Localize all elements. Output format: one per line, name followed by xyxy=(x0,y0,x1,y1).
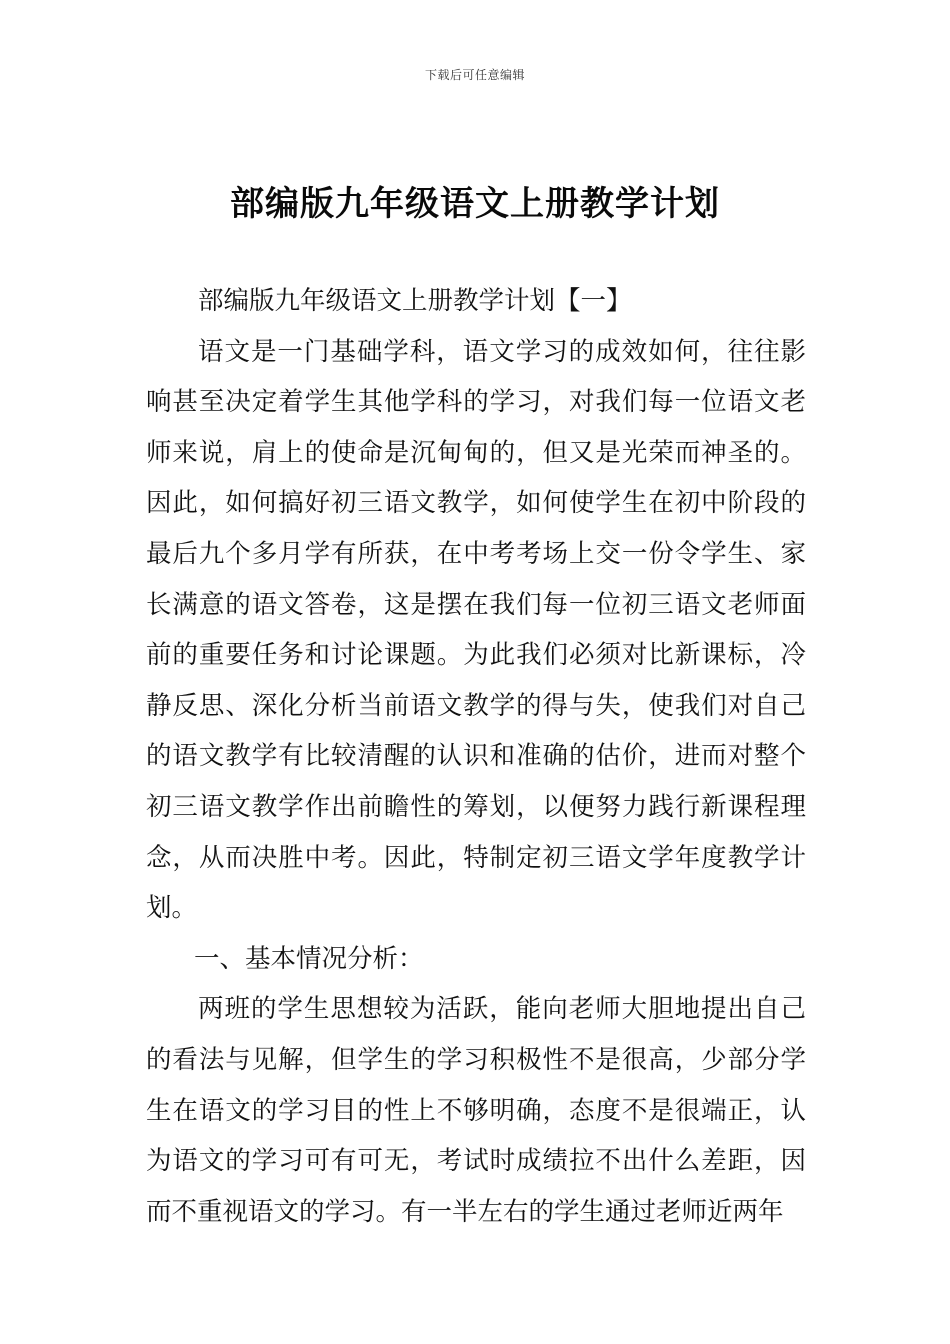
document-body xyxy=(146,276,806,1237)
section-heading: 一、基本情况分析： xyxy=(194,943,424,974)
analysis-paragraph: 两班的学生思想较为活跃，能向老师大胆地提出自己的看法与见解，但学生的学习积极性不是很高，少部分学生在语文的学习目的性上不够明确，态度不是很端正，认为语文的学习可有可无，考试时成绩拉不出什么差距，因而不重视语文的学习。有一半左右的学生通过老师近两年 xyxy=(146,994,806,1227)
intro-paragraph: 语文是一门基础学科，语文学习的成效如何，往往影响甚至决定着学生其他学科的学习，对我们每一位语文老师来说，肩上的使命是沉甸甸的，但又是光荣而神圣的。因此，如何搞好初三语文教学，如何使学生在初中阶段的最后九个多月学有所获，在中考考场上交一份令学生、家长满意的语文答卷，这是摆在我们每一位初三语文老师面前的重要任务和讨论课题。为此我们必须对比新课标，冷静反思、深化分析当前语文教学的得与失，使我们对自己的语文教学有比较清醒的认识和准确的估价，进而对整个初三语文教学作出前瞻性的筹划，以便努力践行新课程理念，从而决胜中考。因此，特制定初三语文学年度教学计划。 xyxy=(146,336,806,924)
document-title: 部编版九年级语文上册教学计划 xyxy=(230,184,720,224)
header-note: 下载后可任意编辑 xyxy=(424,68,525,82)
section-subtitle: 部编版九年级语文上册教学计划【一】 xyxy=(198,286,632,316)
